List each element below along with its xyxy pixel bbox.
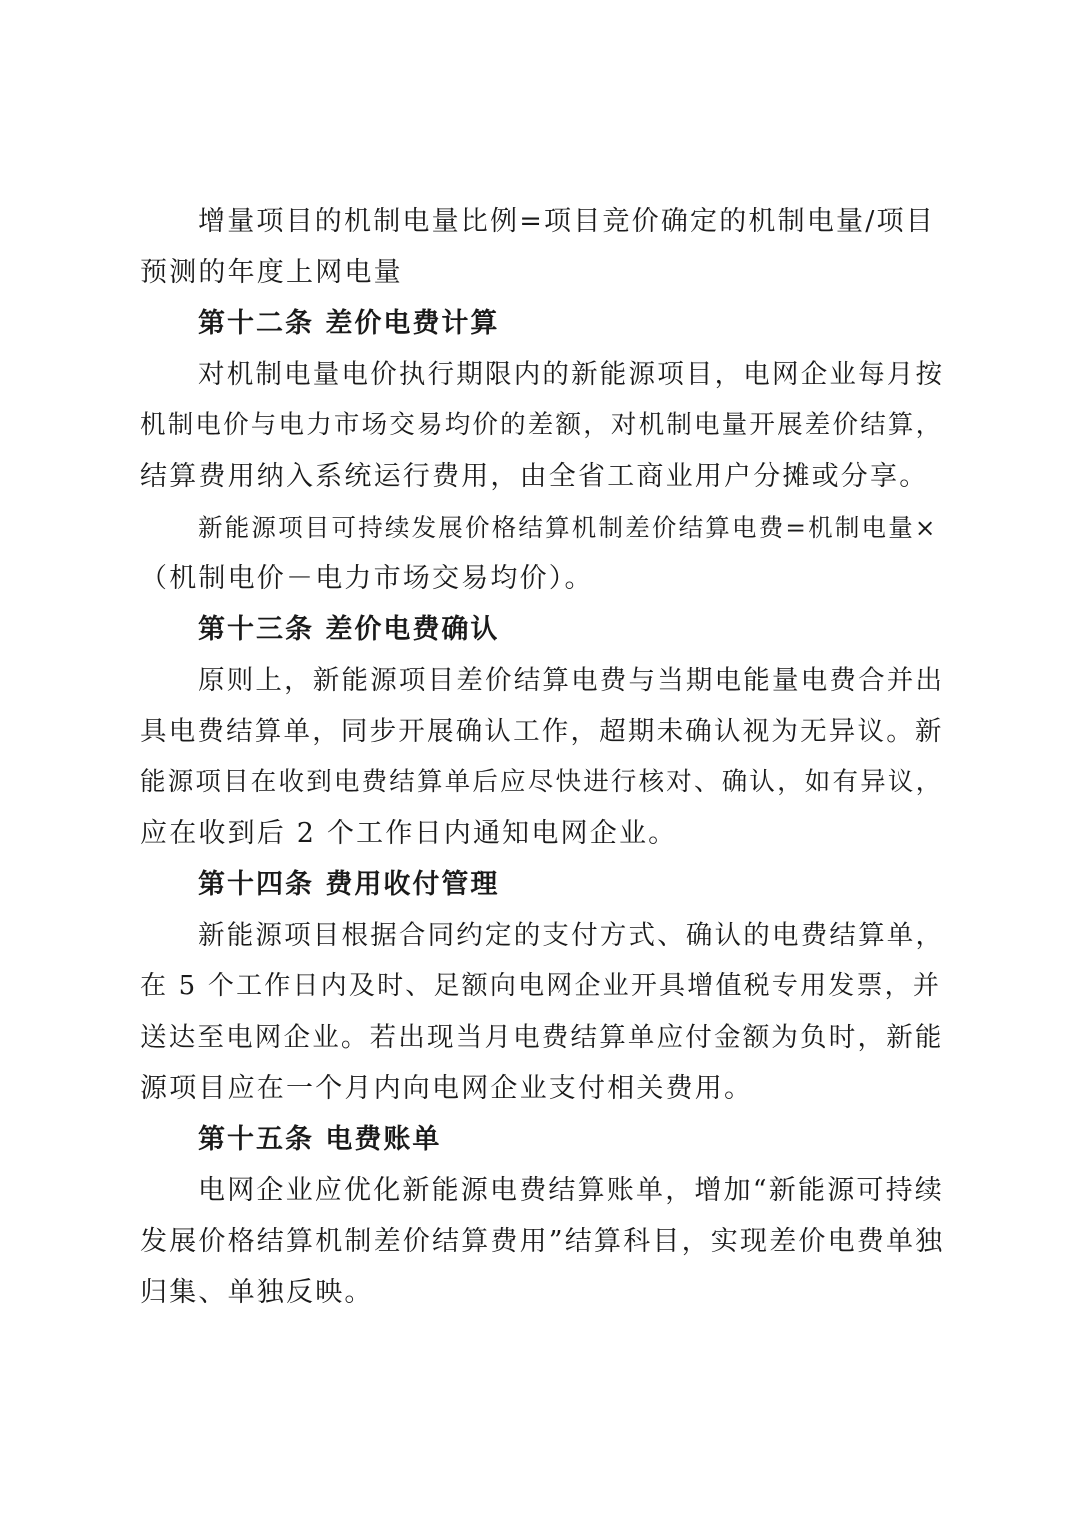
- text-line: 电网企业应优化新能源电费结算账单，增加“新能源可持续: [198, 1175, 945, 1206]
- text-line: 新能源项目可持续发展价格结算机制差价结算电费=机制电量×: [198, 513, 938, 542]
- article-heading: 第十五条 电费账单: [198, 1124, 442, 1155]
- text-line: 新能源项目根据合同约定的支付方式、确认的电费结算单，: [198, 920, 945, 951]
- text-line: 源项目应在一个月内向电网企业支付相关费用。: [140, 1073, 754, 1104]
- text-line: 送达至电网企业。若出现当月电费结算单应付金额为负时，新能: [140, 1022, 944, 1053]
- article-heading: 第十四条 费用收付管理: [198, 869, 500, 900]
- text-line: 机制电价与电力市场交易均价的差额，对机制电量开展差价结算，: [140, 410, 944, 440]
- text-line: 对机制电量电价执行期限内的新能源项目，电网企业每月按: [198, 359, 945, 390]
- text-line: 结算费用纳入系统运行费用，由全省工商业用户分摊或分享。: [140, 461, 929, 492]
- document-body: [140, 196, 950, 1318]
- text-line: 能源项目在收到电费结算单后应尽快进行核对、确认，如有异议，: [140, 767, 944, 797]
- text-line: 归集、单独反映。: [140, 1277, 374, 1308]
- text-line: （机制电价－电力市场交易均价）。: [140, 563, 594, 594]
- text-line: 原则上，新能源项目差价结算电费与当期电能量电费合并出: [198, 665, 945, 696]
- text-line: 预测的年度上网电量: [140, 257, 403, 288]
- text-line: 应在收到后 2 个工作日内通知电网企业。: [140, 818, 678, 849]
- text-line: 具电费结算单，同步开展确认工作，超期未确认视为无异议。新: [140, 716, 944, 747]
- text-line: 在 5 个工作日内及时、足额向电网企业开具增值税专用发票，并: [140, 971, 942, 1001]
- article-heading: 第十二条 差价电费计算: [198, 308, 500, 339]
- text-line: 发展价格结算机制差价结算费用”结算科目，实现差价电费单独: [140, 1226, 945, 1257]
- text-line: 增量项目的机制电量比例=项目竞价确定的机制电量/项目: [198, 206, 935, 237]
- article-heading: 第十三条 差价电费确认: [198, 614, 500, 645]
